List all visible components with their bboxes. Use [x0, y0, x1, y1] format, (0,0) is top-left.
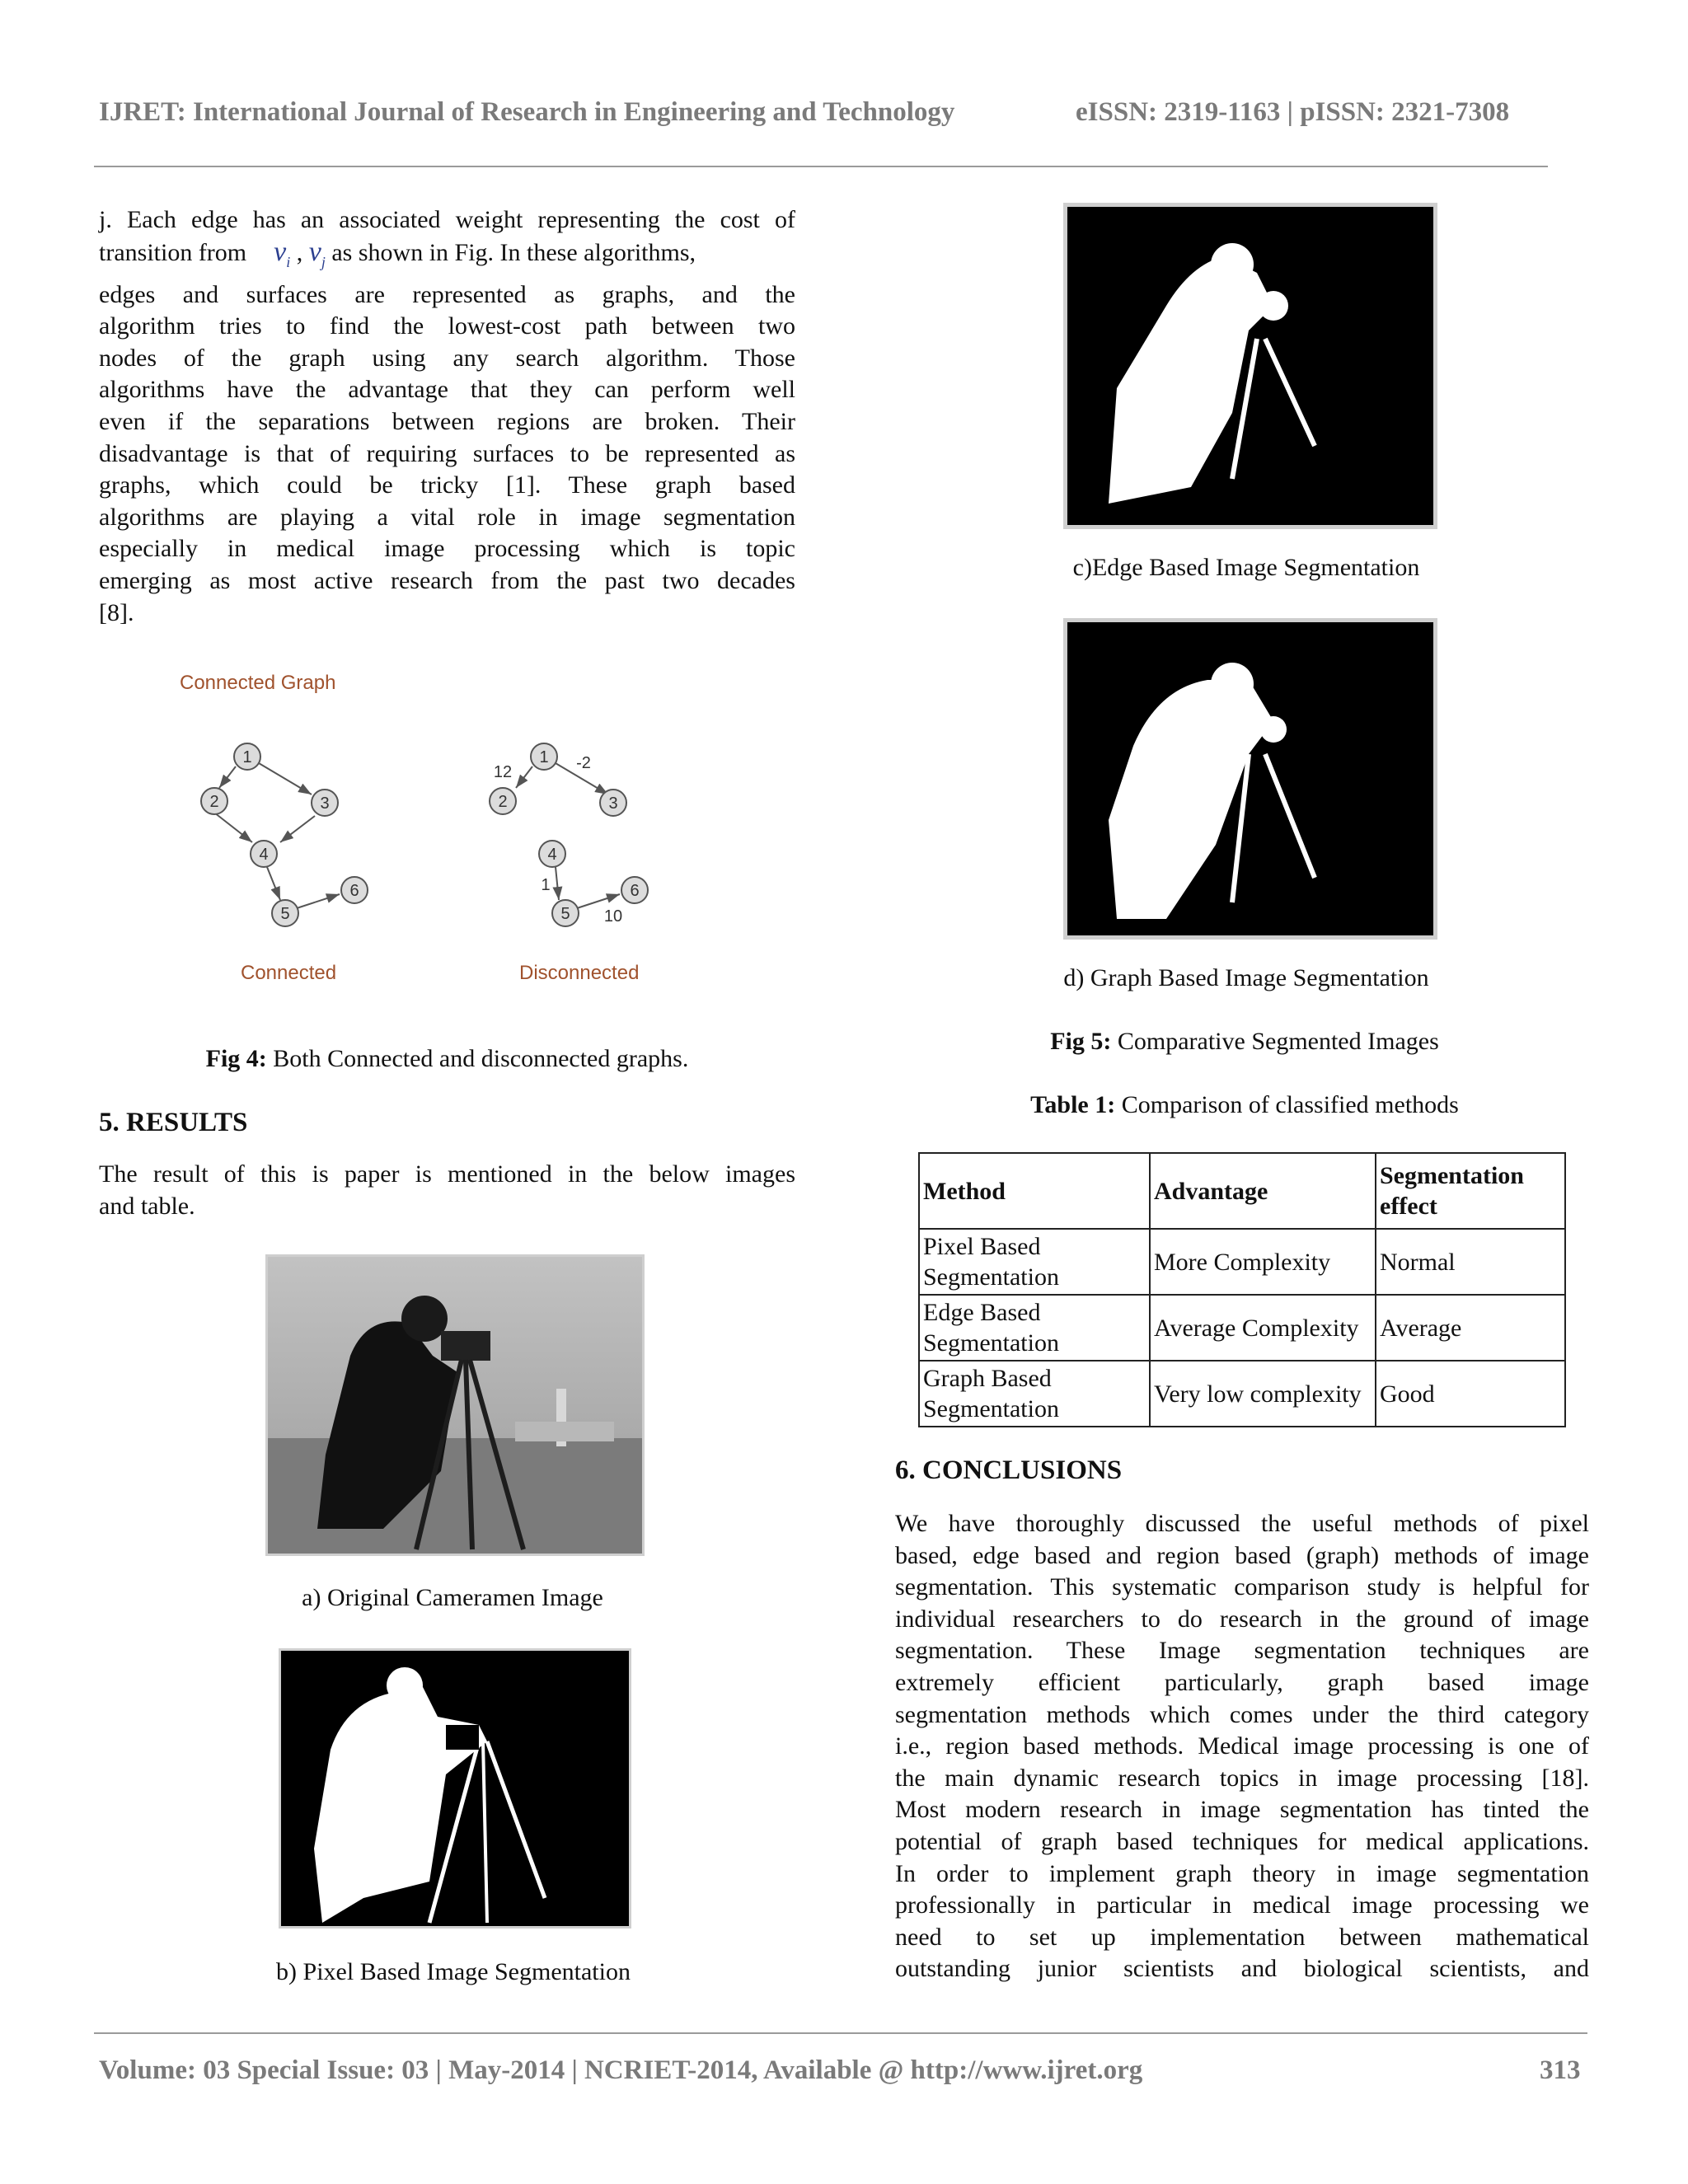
math-vj: $v_j$ — [308, 236, 326, 270]
text-line: [8]. — [99, 598, 134, 626]
text-line: segmentation. This systematic comparison study is helpful for — [895, 1573, 1589, 1601]
disconnected-edges — [516, 763, 620, 908]
node-label: 5 — [560, 905, 570, 923]
table1-caption — [907, 1091, 1582, 1119]
edge-5-6 — [297, 894, 340, 908]
issn-header: eISSN: 2319-1163 | pISSN: 2321-7308 — [1076, 97, 1510, 127]
text-line: edges and surfaces are represented as graphs, and the — [99, 280, 795, 308]
original-cameraman-image — [265, 1254, 645, 1556]
node-label: 6 — [630, 882, 640, 900]
connected-edges — [214, 763, 340, 908]
text-line: outstanding junior scientists and biological scientists, and — [895, 1955, 1589, 1983]
page-number: 313 — [1540, 2055, 1581, 2085]
connected-node-labels — [209, 748, 359, 923]
journal-header: IJRET: International Journal of Research in Engineering and Technology — [99, 97, 955, 127]
text-line: the main dynamic research topics in image processing [18]. — [895, 1764, 1589, 1792]
text-line: segmentation. These Image segmentation techniques are — [895, 1637, 1589, 1665]
disconnected-label: Disconnected — [519, 962, 640, 984]
caption-text: Both Connected and disconnected graphs. — [266, 1045, 689, 1072]
text-line: potential of graph based techniques for medical applications. — [895, 1827, 1589, 1855]
header-rule — [94, 166, 1548, 167]
node-label: 4 — [547, 846, 557, 864]
table-cell: Graph Based Segmentation — [919, 1361, 1150, 1427]
table-cell: Pixel Based Segmentation — [919, 1229, 1150, 1295]
node-label: 1 — [242, 748, 252, 766]
text-line: disadvantage is that of requiring surfaces to be represented as — [99, 439, 795, 467]
table-cell: More Complexity — [1150, 1229, 1376, 1295]
table-cell: Very low complexity — [1150, 1361, 1376, 1427]
edge-1-3 — [259, 763, 312, 794]
caption-label: Table 1: — [1030, 1091, 1116, 1118]
para-graph-methods — [99, 204, 795, 629]
table-cell: Normal — [1376, 1229, 1565, 1295]
node-label: 1 — [539, 748, 549, 766]
caption-text: Comparison of classified methods — [1115, 1091, 1459, 1118]
table-header-cell: Segmentation effect — [1376, 1153, 1565, 1229]
pixel-segmentation-illustration — [281, 1651, 629, 1926]
caption-c: c)Edge Based Image Segmentation — [1072, 554, 1420, 581]
weight-label: -2 — [576, 754, 591, 772]
cameraman-illustration — [268, 1257, 642, 1554]
graph-segmentation-illustration — [1067, 622, 1433, 935]
math-vi: $v_i$ — [274, 236, 291, 270]
edge-1-2 — [219, 766, 236, 788]
text-line: j. Each edge has an associated weight representing the cost of — [99, 206, 795, 233]
graph-segmentation-image — [1063, 618, 1437, 940]
caption-d: d) Graph Based Image Segmentation — [1063, 964, 1429, 991]
caption-label: Fig 5: — [1050, 1028, 1112, 1055]
table-cell: Average Complexity — [1150, 1295, 1376, 1361]
table-cell: Good — [1376, 1361, 1565, 1427]
text-span: as shown in Fig. In these algorithms, — [331, 238, 696, 266]
text-line: need to set up implementation between mathematical — [895, 1923, 1589, 1951]
fig4-graph-figure — [165, 659, 758, 989]
results-paragraph — [99, 1159, 795, 1222]
text-line: based, edge based and region based (graph) methods of image — [895, 1541, 1589, 1569]
text-span: transition from — [99, 238, 247, 266]
edge-3-4 — [280, 816, 315, 842]
edge-4-5 — [267, 867, 280, 900]
text-span: , — [296, 238, 303, 266]
conclusions-heading: 6. CONCLUSIONS — [895, 1455, 1123, 1485]
text-line: graphs, which could be tricky [1]. These graph based — [99, 471, 795, 499]
text-line: algorithms are playing a vital role in image segmentation — [99, 503, 795, 531]
text-line: and table. — [99, 1192, 195, 1220]
text-line: Most modern research in image segmentation has tinted the — [895, 1796, 1589, 1824]
weight-label: 12 — [493, 763, 513, 781]
table-header-row — [919, 1153, 1565, 1229]
text-line: algorithm tries to find the lowest-cost path between two — [99, 312, 795, 340]
table-header-cell: Method — [919, 1153, 1150, 1229]
edge-4-5 — [556, 867, 559, 900]
text-line: even if the separations between regions are broken. Their — [99, 407, 795, 435]
weight-label: 10 — [603, 907, 623, 926]
node-label: 3 — [320, 794, 330, 813]
table-cell: Edge Based Segmentation — [919, 1295, 1150, 1361]
caption-text: Comparative Segmented Images — [1111, 1028, 1439, 1055]
text-line: nodes of the graph using any search algorithm. Those — [99, 344, 795, 372]
text-line: extremely efficient particularly, graph based image — [895, 1668, 1589, 1696]
text-line: emerging as most active research from the past two decades — [99, 566, 795, 594]
disconnected-node-labels — [498, 748, 639, 923]
weight-label: 1 — [541, 876, 551, 894]
node-label: 2 — [498, 793, 508, 811]
text-line: The result of this is paper is mentioned in the below images — [99, 1160, 795, 1188]
edge-segmentation-illustration — [1067, 207, 1433, 525]
text-line: professionally in particular in medical image processing we — [895, 1891, 1589, 1919]
node-label: 4 — [259, 846, 269, 864]
text-line: individual researchers to do research in the ground of image — [895, 1605, 1589, 1633]
footer-rule — [94, 2032, 1587, 2034]
comparison-table — [918, 1152, 1566, 1427]
text-line: segmentation methods which comes under the third category — [895, 1700, 1589, 1728]
table-row — [919, 1361, 1565, 1427]
edge-5-6 — [577, 894, 620, 908]
text-line-math — [99, 237, 795, 269]
caption-b: b) Pixel Based Image Segmentation — [276, 1958, 631, 1985]
node-label: 2 — [209, 793, 219, 811]
caption-a: a) Original Cameramen Image — [302, 1584, 603, 1611]
text-line: especially in medical image processing which is topic — [99, 535, 795, 563]
edge-segmentation-image — [1063, 203, 1437, 529]
text-line: In order to implement graph theory in image segmentation — [895, 1859, 1589, 1887]
edge-1-2 — [516, 766, 532, 788]
results-heading: 5. RESULTS — [99, 1108, 248, 1137]
edge-2-4 — [214, 813, 252, 842]
footer-text: Volume: 03 Special Issue: 03 | May-2014 | NCRIET-2014, Available @ http://www.ijret.org — [99, 2055, 1143, 2085]
fig4-caption — [99, 1045, 795, 1073]
caption-label: Fig 4: — [205, 1045, 267, 1072]
fig5-caption — [907, 1028, 1582, 1056]
table-header-cell: Advantage — [1150, 1153, 1376, 1229]
node-label: 5 — [280, 905, 290, 923]
connected-label: Connected — [241, 962, 337, 984]
pixel-segmentation-image — [279, 1648, 631, 1929]
text-line: We have thoroughly discussed the useful methods of pixel — [895, 1510, 1589, 1537]
table-cell: Average — [1376, 1295, 1565, 1361]
text-line: algorithms have the advantage that they can perform well — [99, 376, 795, 404]
fig4-title: Connected Graph — [180, 672, 336, 694]
table-row — [919, 1229, 1565, 1295]
connected-nodes — [201, 743, 368, 926]
node-label: 3 — [608, 794, 618, 813]
text-line: i.e., region based methods. Medical image processing is one of — [895, 1732, 1589, 1760]
table-row — [919, 1295, 1565, 1361]
conclusions-paragraph — [895, 1508, 1589, 1985]
node-label: 6 — [349, 882, 359, 900]
